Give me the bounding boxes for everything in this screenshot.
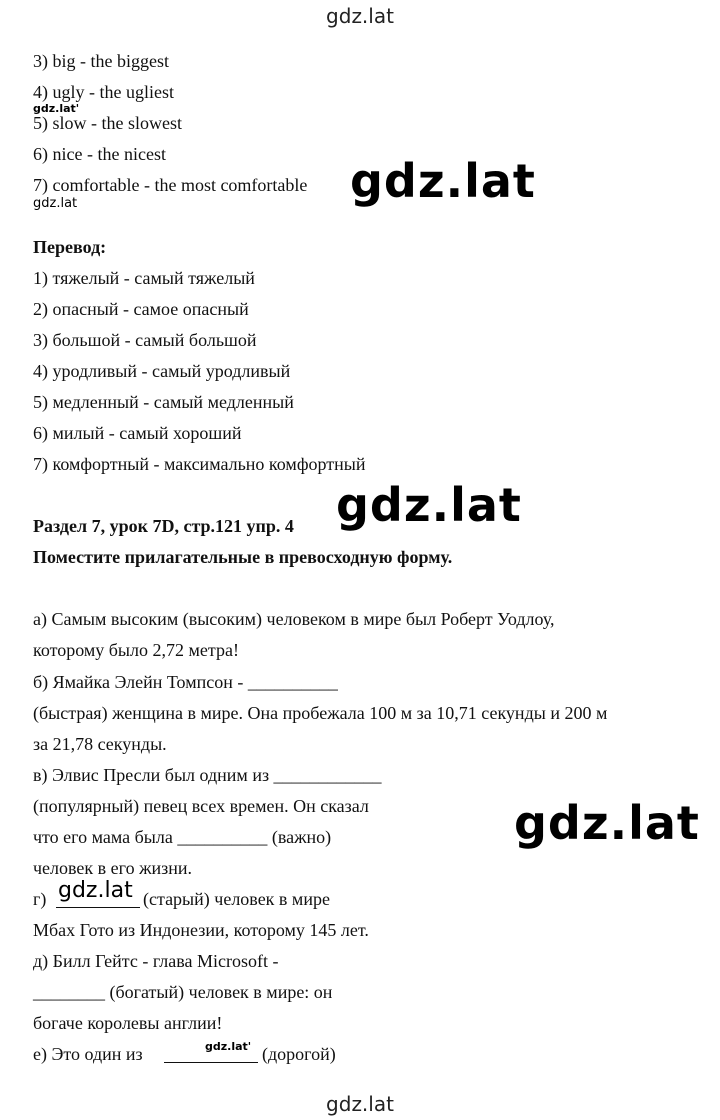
watermark-big-2: gdz.lat xyxy=(336,478,522,532)
watermark-tiny-2: gdz.lat' xyxy=(205,1040,252,1053)
exercise-g-prefix: г) xyxy=(33,889,47,909)
exercise-d-line-1: д) Билл Гейтс - глава Microsoft - xyxy=(33,951,279,971)
exercise-g-blank xyxy=(56,907,140,908)
translation-heading: Перевод: xyxy=(33,237,107,257)
translation-item-7: 7) комфортный - максимально комфортный xyxy=(33,454,366,474)
exercise-e-blank xyxy=(164,1062,258,1063)
english-item-6: 6) nice - the nicest xyxy=(33,144,166,164)
english-item-3: 3) big - the biggest xyxy=(33,51,169,71)
exercise-a-line-1: а) Самым высоким (высоким) человеком в мире был Роберт Уодлоу, xyxy=(33,609,555,629)
watermark-header: gdz.lat xyxy=(326,4,394,28)
exercise-a-line-2: которому было 2,72 метра! xyxy=(33,640,239,660)
exercise-g-rest: (старый) человек в мире xyxy=(143,889,330,909)
exercise-v-line-4: человек в его жизни. xyxy=(33,858,193,878)
translation-item-2: 2) опасный - самое опасный xyxy=(33,299,249,319)
exercise-d-line-2: ________ (богатый) человек в мире: он xyxy=(33,982,333,1002)
exercise-e-rest: (дорогой) xyxy=(262,1044,336,1064)
translation-item-4: 4) уродливый - самый уродливый xyxy=(33,361,291,381)
translation-item-5: 5) медленный - самый медленный xyxy=(33,392,294,412)
watermark-footer: gdz.lat xyxy=(326,1092,394,1116)
exercise-b-line-2: (быстрая) женщина в мире. Она пробежала 100 м за 10,71 секунды и 200 м xyxy=(33,703,608,723)
exercise-d-line-3: богаче королевы англии! xyxy=(33,1013,223,1033)
exercise-v-line-1: в) Элвис Пресли был одним из ____________ xyxy=(33,765,382,785)
translation-item-1: 1) тяжелый - самый тяжелый xyxy=(33,268,255,288)
translation-item-3: 3) большой - самый большой xyxy=(33,330,257,350)
watermark-big-1: gdz.lat xyxy=(350,154,536,208)
exercise-e-prefix: е) Это один из xyxy=(33,1044,143,1064)
exercise-b-line-1: б) Ямайка Элейн Томпсон - __________ xyxy=(33,672,338,692)
section-heading: Раздел 7, урок 7D, стр.121 упр. 4 xyxy=(33,516,294,536)
watermark-small-1: gdz.lat xyxy=(33,196,78,211)
english-item-5: 5) slow - the slowest xyxy=(33,113,182,133)
translation-item-6: 6) милый - самый хороший xyxy=(33,423,242,443)
english-item-7: 7) comfortable - the most comfortable xyxy=(33,175,308,195)
task-heading: Поместите прилагательные в превосходную форму. xyxy=(33,547,453,567)
exercise-b-line-3: за 21,78 секунды. xyxy=(33,734,167,754)
watermark-tiny-1: gdz.lat' xyxy=(33,102,80,115)
english-item-4: 4) ugly - the ugliest xyxy=(33,82,174,102)
exercise-v-line-2: (популярный) певец всех времен. Он сказал xyxy=(33,796,369,816)
watermark-big-3: gdz.lat xyxy=(514,796,700,850)
exercise-g-line-2: Мбах Гото из Индонезии, которому 145 лет. xyxy=(33,920,369,940)
exercise-v-line-3: что его мама была __________ (важно) xyxy=(33,827,332,847)
watermark-mid-1: gdz.lat xyxy=(58,878,133,903)
